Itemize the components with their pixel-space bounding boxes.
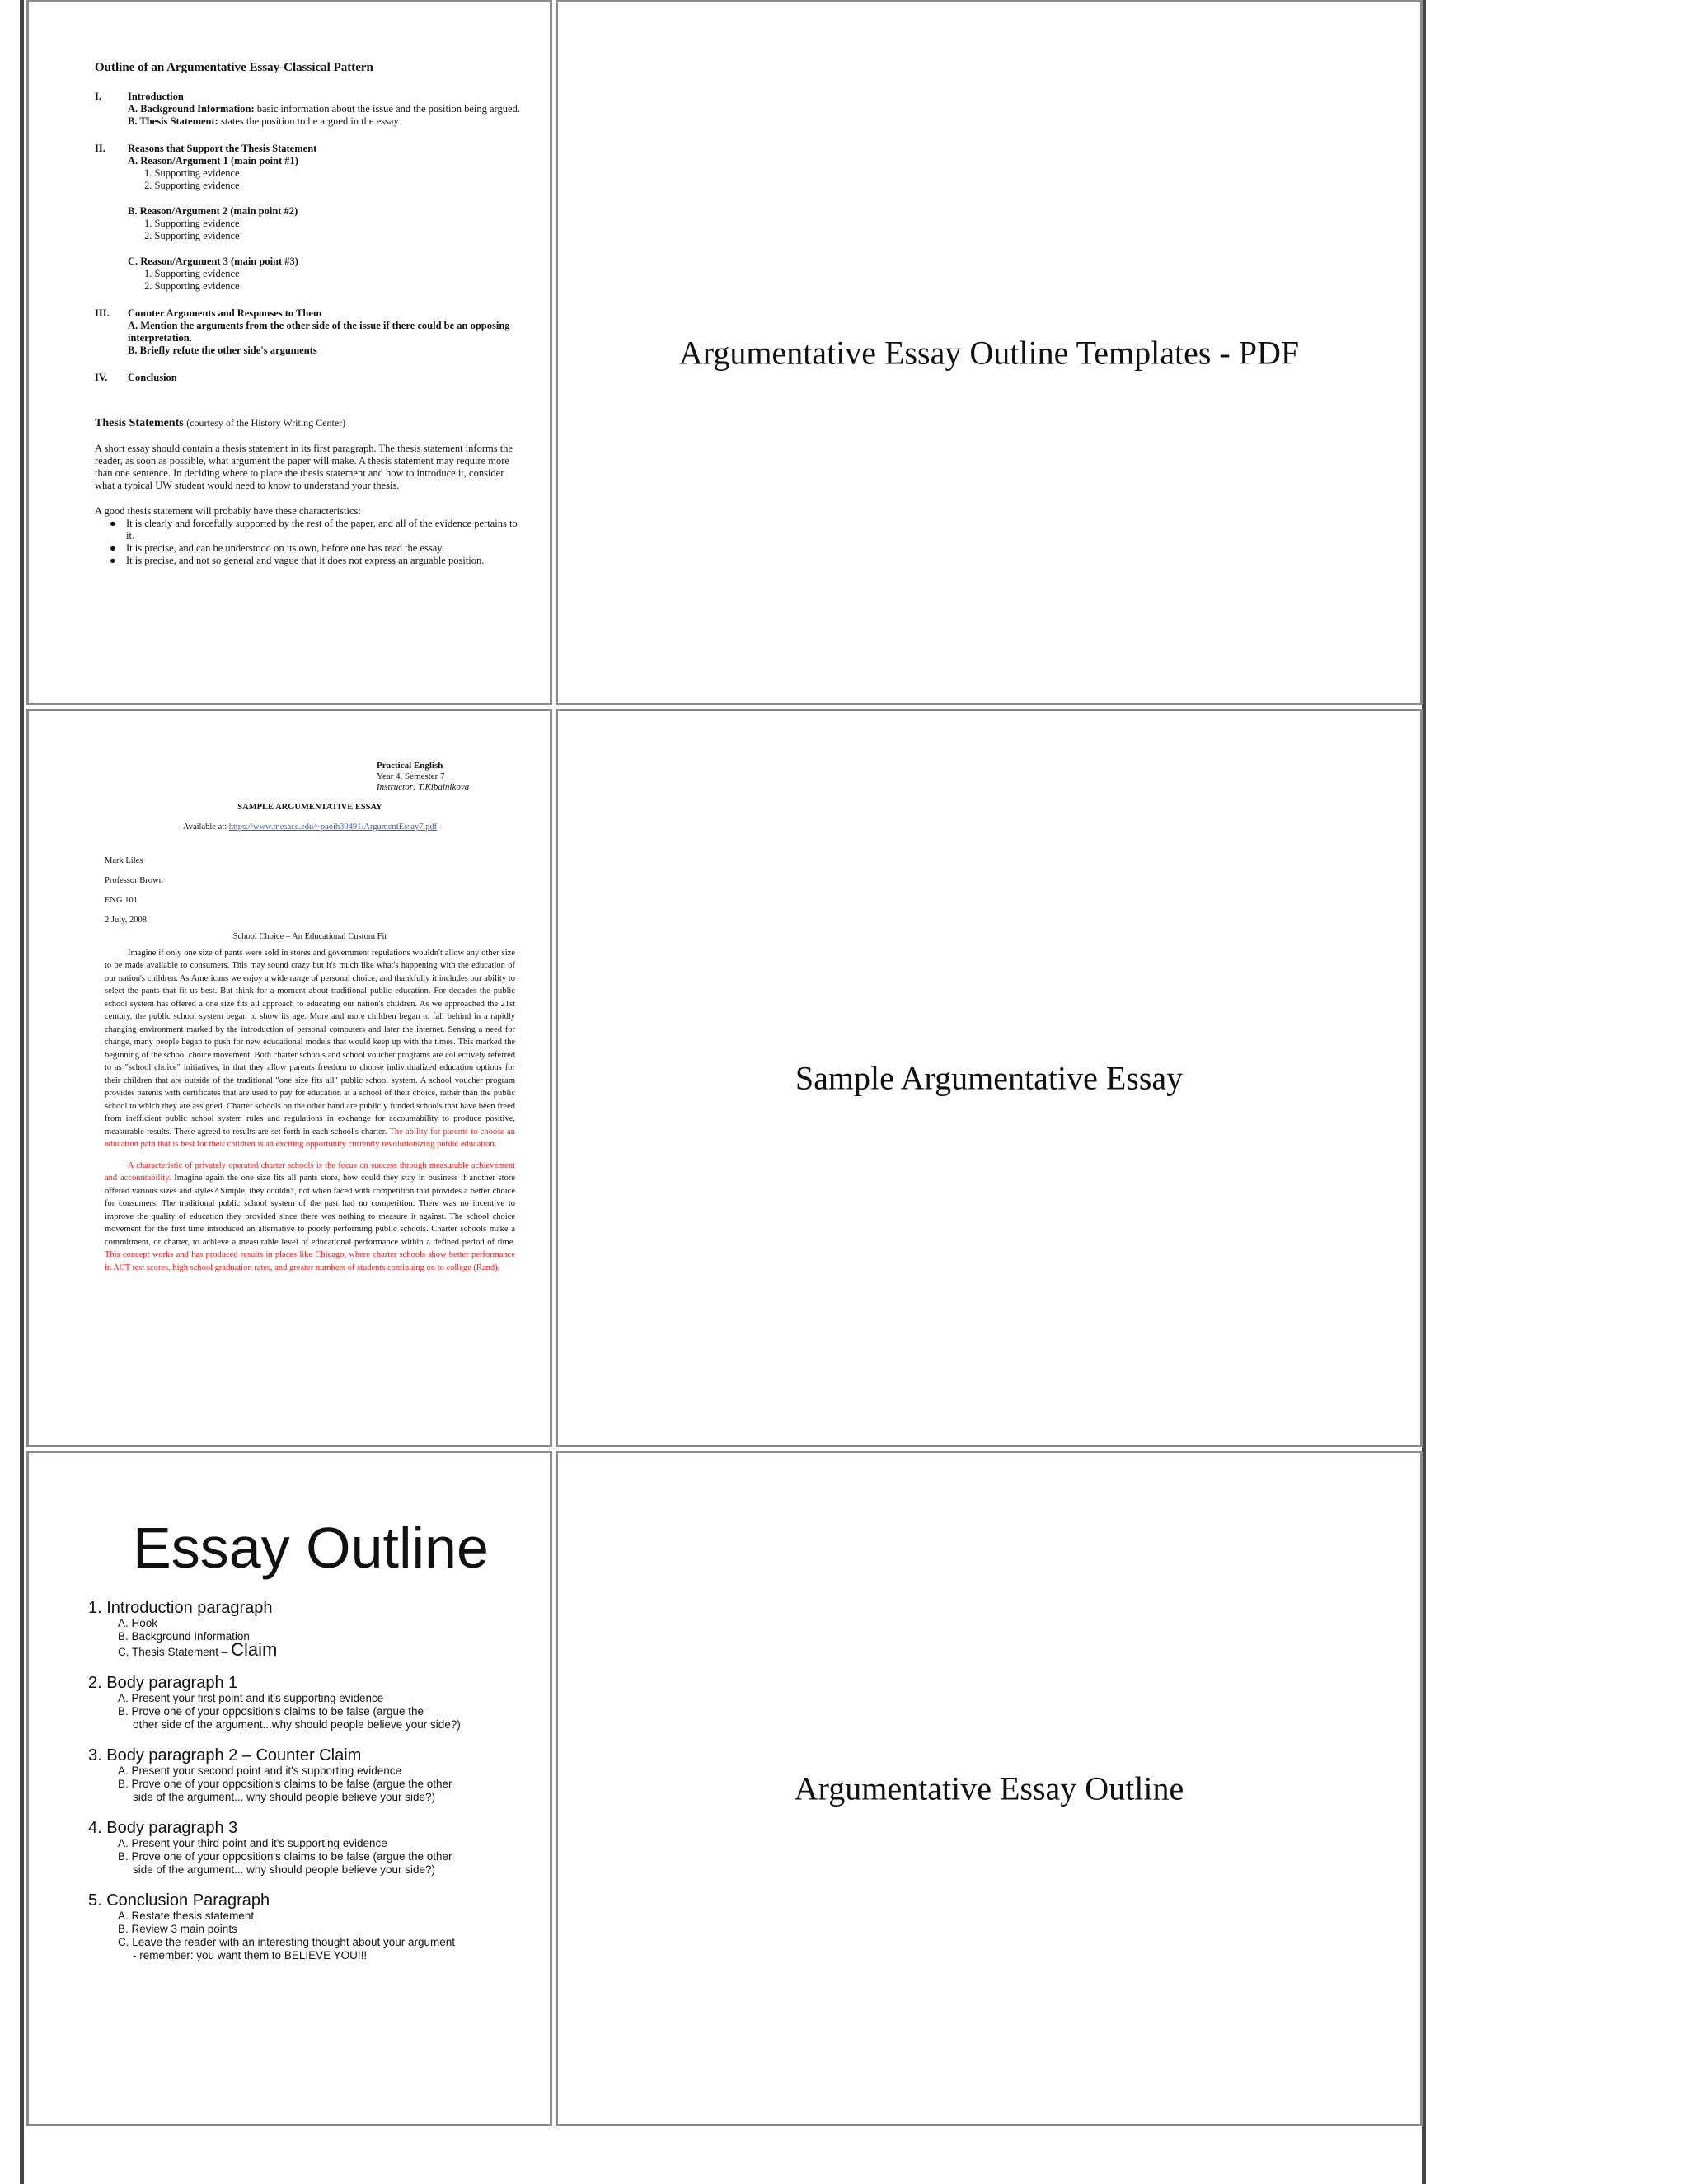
caption-cell-3[interactable] xyxy=(556,1451,1423,2126)
caption-cell-1[interactable] xyxy=(556,0,1423,705)
essay-source-link[interactable]: https://www.mesacc.edu/~paoih30491/ArgumentEssay7.pdf xyxy=(228,822,438,832)
essay-meta: Mark Liles Professor Brown ENG 101 2 July, 2008 xyxy=(105,856,163,925)
caption-essay-outline[interactable]: Argumentative Essay Outline xyxy=(794,1769,1184,1807)
essay-title: School Choice – An Educational Custom Fit xyxy=(232,932,387,941)
outline-title: Outline of an Argumentative Essay-Classical Pattern xyxy=(95,61,373,74)
thumbnail-outline-classical[interactable] xyxy=(26,0,552,705)
essay-paragraph-1: Imagine if only one size of pants were sold in stores and government regulations wouldn't allow any other size to be made available to consumers. This may sound crazy but it's much like what's happening with the education of our nation's children. As Americans we enjoy a wide range of personal choice, and thankfully it includes our ability to select the pants that fit us best. But think for a moment about traditional public education. For decades the public school system has offered a one size fits all approach to educating our nation's children. As we approached the 21st century, the public school system began to show its age. More and more children began to fall behind in a rapidly changing environment marked by the introduction of personal computers and later the internet. Sensing a need for change, many people began to push for new educational models that would keep up with the times. This marked the beginning of the school choice movement. Both charter schools and school voucher programs are collectively referred to as "school choice" initiatives, in that they allow parents freedom to choose individualized education options for their children that are outside of the traditional "one size fits all" public school system. A school voucher program provides parents with certificates that are used to pay for education at a school of their choice, rather than the public school to which they are assigned. Charter schools on the other hand are publicly funded schools that have been freed from inefficient public school system rules and regulations in exchange for accountability to produce positive, measurable results. These agreed to results are set forth in each school's charter. The ability for parents to choose an education path that is best for their children is an exciting opportunity currently revolutionizing public education. xyxy=(105,948,515,1149)
thesis-paragraph: A short essay should contain a thesis statement in its first paragraph. The thesis statement informs the reader, as soon as possible, what argument the paper will make. A thesis statement may require more than one sentence. In deciding where to place the thesis statement and how to introduce it, consider what a typical UW student would need to know to understand your thesis. xyxy=(95,443,513,491)
essay-source: Available at: https://www.mesacc.edu/~paoih30491/ArgumentEssay7.pdf xyxy=(182,822,438,832)
outline-document xyxy=(95,62,523,567)
sample-essay-document: Practical English Year 4, Semester 7 Instructor: T.Kibalnikova SAMPLE ARGUMENTATIVE ESSAY Available at: https://www.mesacc.edu/~paoih30491/ArgumentEssay7.pdf Mark Liles Professor Brown ENG 101 2 July, 2008 School Choice – An Educational Custom Fit Imagine if only one size of pants were sold in stores and government regulations wouldn't allow any other size to be made available to consumers. This may sound crazy but it's much like what's happening with the education of our nation's children. As Americans we enjoy a wide range of personal choice, and thankfully it includes our ability to select the pants that fit us best. But think for a moment about traditional public education. For decades the public school system has offered a one size fits all approach to educating our nation's children. As we approached the 21st century, the public school system began to show its age. More and more children began to fall behind in a rapidly changing environment marked by the introduction of personal computers and later the internet. Sensing a need for change, many people began to push for new educational models that would keep up with the times. This marked the beginning of the school choice movement. Both charter schools and school voucher programs are collectively referred to as "school choice" initiatives, in that they allow parents freedom to choose individualized education options for their children that are outside of the traditional "one size fits all" public school system. A school voucher program provides parents with certificates that are used to pay for education at a school of their choice, rather than the public school to which they are assigned. Charter schools on the other hand are publicly funded schools that have been freed from inefficient public school system rules and regulations in exchange for accountability to produce positive, measurable results. These agreed to results are set forth in each school's charter. The ability for parents to choose an education path that is best for their children is an exciting opportunity currently revolutionizing public education. A characteristic of privately operated charter schools is the focus on success through measurable achievement and accountability. Imagine again the one size fits all pants store, how could they stay in business if another store offered various sizes and styles? Simple, they couldn't, not when faced with competition that provides a better choice for consumers. The traditional public school system of the past had no competition. There was no incentive to improve the quality of education they provided since there was nothing to measure it against. The school choice movement for the first time introduced an alternative to poorly performing public schools. Charter schools make a commitment, or charter, to achieve a measurable level of educational performance within a defined period of time. This concept works and has produced results in places like Chicago, where charter schools show better performance in ACT test scores, high school graduation rates, and greater numbers of students continuing on to college (Rand). xyxy=(105,761,515,1274)
thesis-bullet: ● It is clearly and forcefully supported by the rest of the paper, and all of the evidence pertains to it. xyxy=(110,518,518,541)
thumbnail-essay-outline[interactable] xyxy=(26,1451,552,2126)
thumbnail-sample-essay[interactable] xyxy=(26,709,552,1447)
essay-heading: SAMPLE ARGUMENTATIVE ESSAY xyxy=(237,803,382,812)
caption-cell-2[interactable] xyxy=(556,709,1423,1447)
thesis-bullet: ● It is precise, and not so general and vague that it does not express an arguable position. xyxy=(110,555,485,566)
thesis-list-intro: A good thesis statement will probably have these characteristics: xyxy=(95,505,361,517)
thesis-heading: Thesis Statements (courtesy of the History Writing Center) xyxy=(95,417,346,429)
outline-section-2: II. Reasons that Support the Thesis Statement A. Reason/Argument 1 (main point #1) 1. Supporting evidence 2. Supporting evidence B. Reason/Argument 2 (main point #2) 1. Supporting evidence 2. Supporting evidence C. Reason/Argument 3 (main point #3) 1. Supporting evidence 2. Supporting evidence xyxy=(95,143,317,292)
caption-sample-essay[interactable]: Sample Argumentative Essay xyxy=(795,1059,1184,1097)
caption-outline-templates[interactable]: Argumentative Essay Outline Templates - PDF xyxy=(678,334,1300,372)
essay-paragraph-2: A characteristic of privately operated charter schools is the focus on success through measurable achievement and accountability. Imagine again the one size fits all pants store, how could they stay in business if another store offered various sizes and styles? Simple, they couldn't, not when faced with competition that provides a better choice for consumers. The traditional public school system of the past had no competition. There was no incentive to improve the quality of education they provided since there was nothing to measure it against. The school choice movement for the first time introduced an alternative to poorly performing public schools. Charter schools make a commitment, or charter, to achieve a measurable level of educational performance within a defined period of time. This concept works and has produced results in places like Chicago, where charter schools show better performance in ACT test scores, high school graduation rates, and greater numbers of students continuing on to college (Rand). xyxy=(105,1160,515,1272)
essay-outline-slide: Essay Outline 1. Introduction paragraph A. Hook B. Background Information C. Thesis Statement – Claim 2. Body paragraph 1 A. Present your first point and it's supporting evidence B. Prove one of your opposition's claims to be false (argue the other side of the argument...why should people believe your side?) 3. Body paragraph 2 – Counter Claim A. Present your second point and it's supporting evidence B. Prove one of your opposition's claims to be false (argue the other side of the argument... why should people believe your side?) 4. Body paragraph 3 A. Present your third point and it's supporting evidence B. Prove one of your opposition's claims to be false (argue the other side of the argument... why should people believe your side?) 5. Conclusion Paragraph A. Restate thesis statement B. Review 3 main points C. Leave the reader with an interesting thought about your argument - remember: you want them to BELIEVE YOU!!! xyxy=(88,1515,533,1962)
outline-section-1: I. Introduction A. Background Information: basic information about the issue and the position being argued. B. Thesis Statement: states the position to be argued in the essay xyxy=(95,91,520,127)
outline-section-3: III. Counter Arguments and Responses to Them A. Mention the arguments from the other side of the issue if there could be an opposing interpretation. B. Briefly refute the other side's arguments xyxy=(95,307,510,356)
essay-outline-title: Essay Outline xyxy=(133,1516,489,1580)
thesis-bullet: ● It is precise, and can be understood on its own, before one has read the essay. xyxy=(110,542,444,554)
outline-section-4: IV. Conclusion xyxy=(95,372,177,383)
